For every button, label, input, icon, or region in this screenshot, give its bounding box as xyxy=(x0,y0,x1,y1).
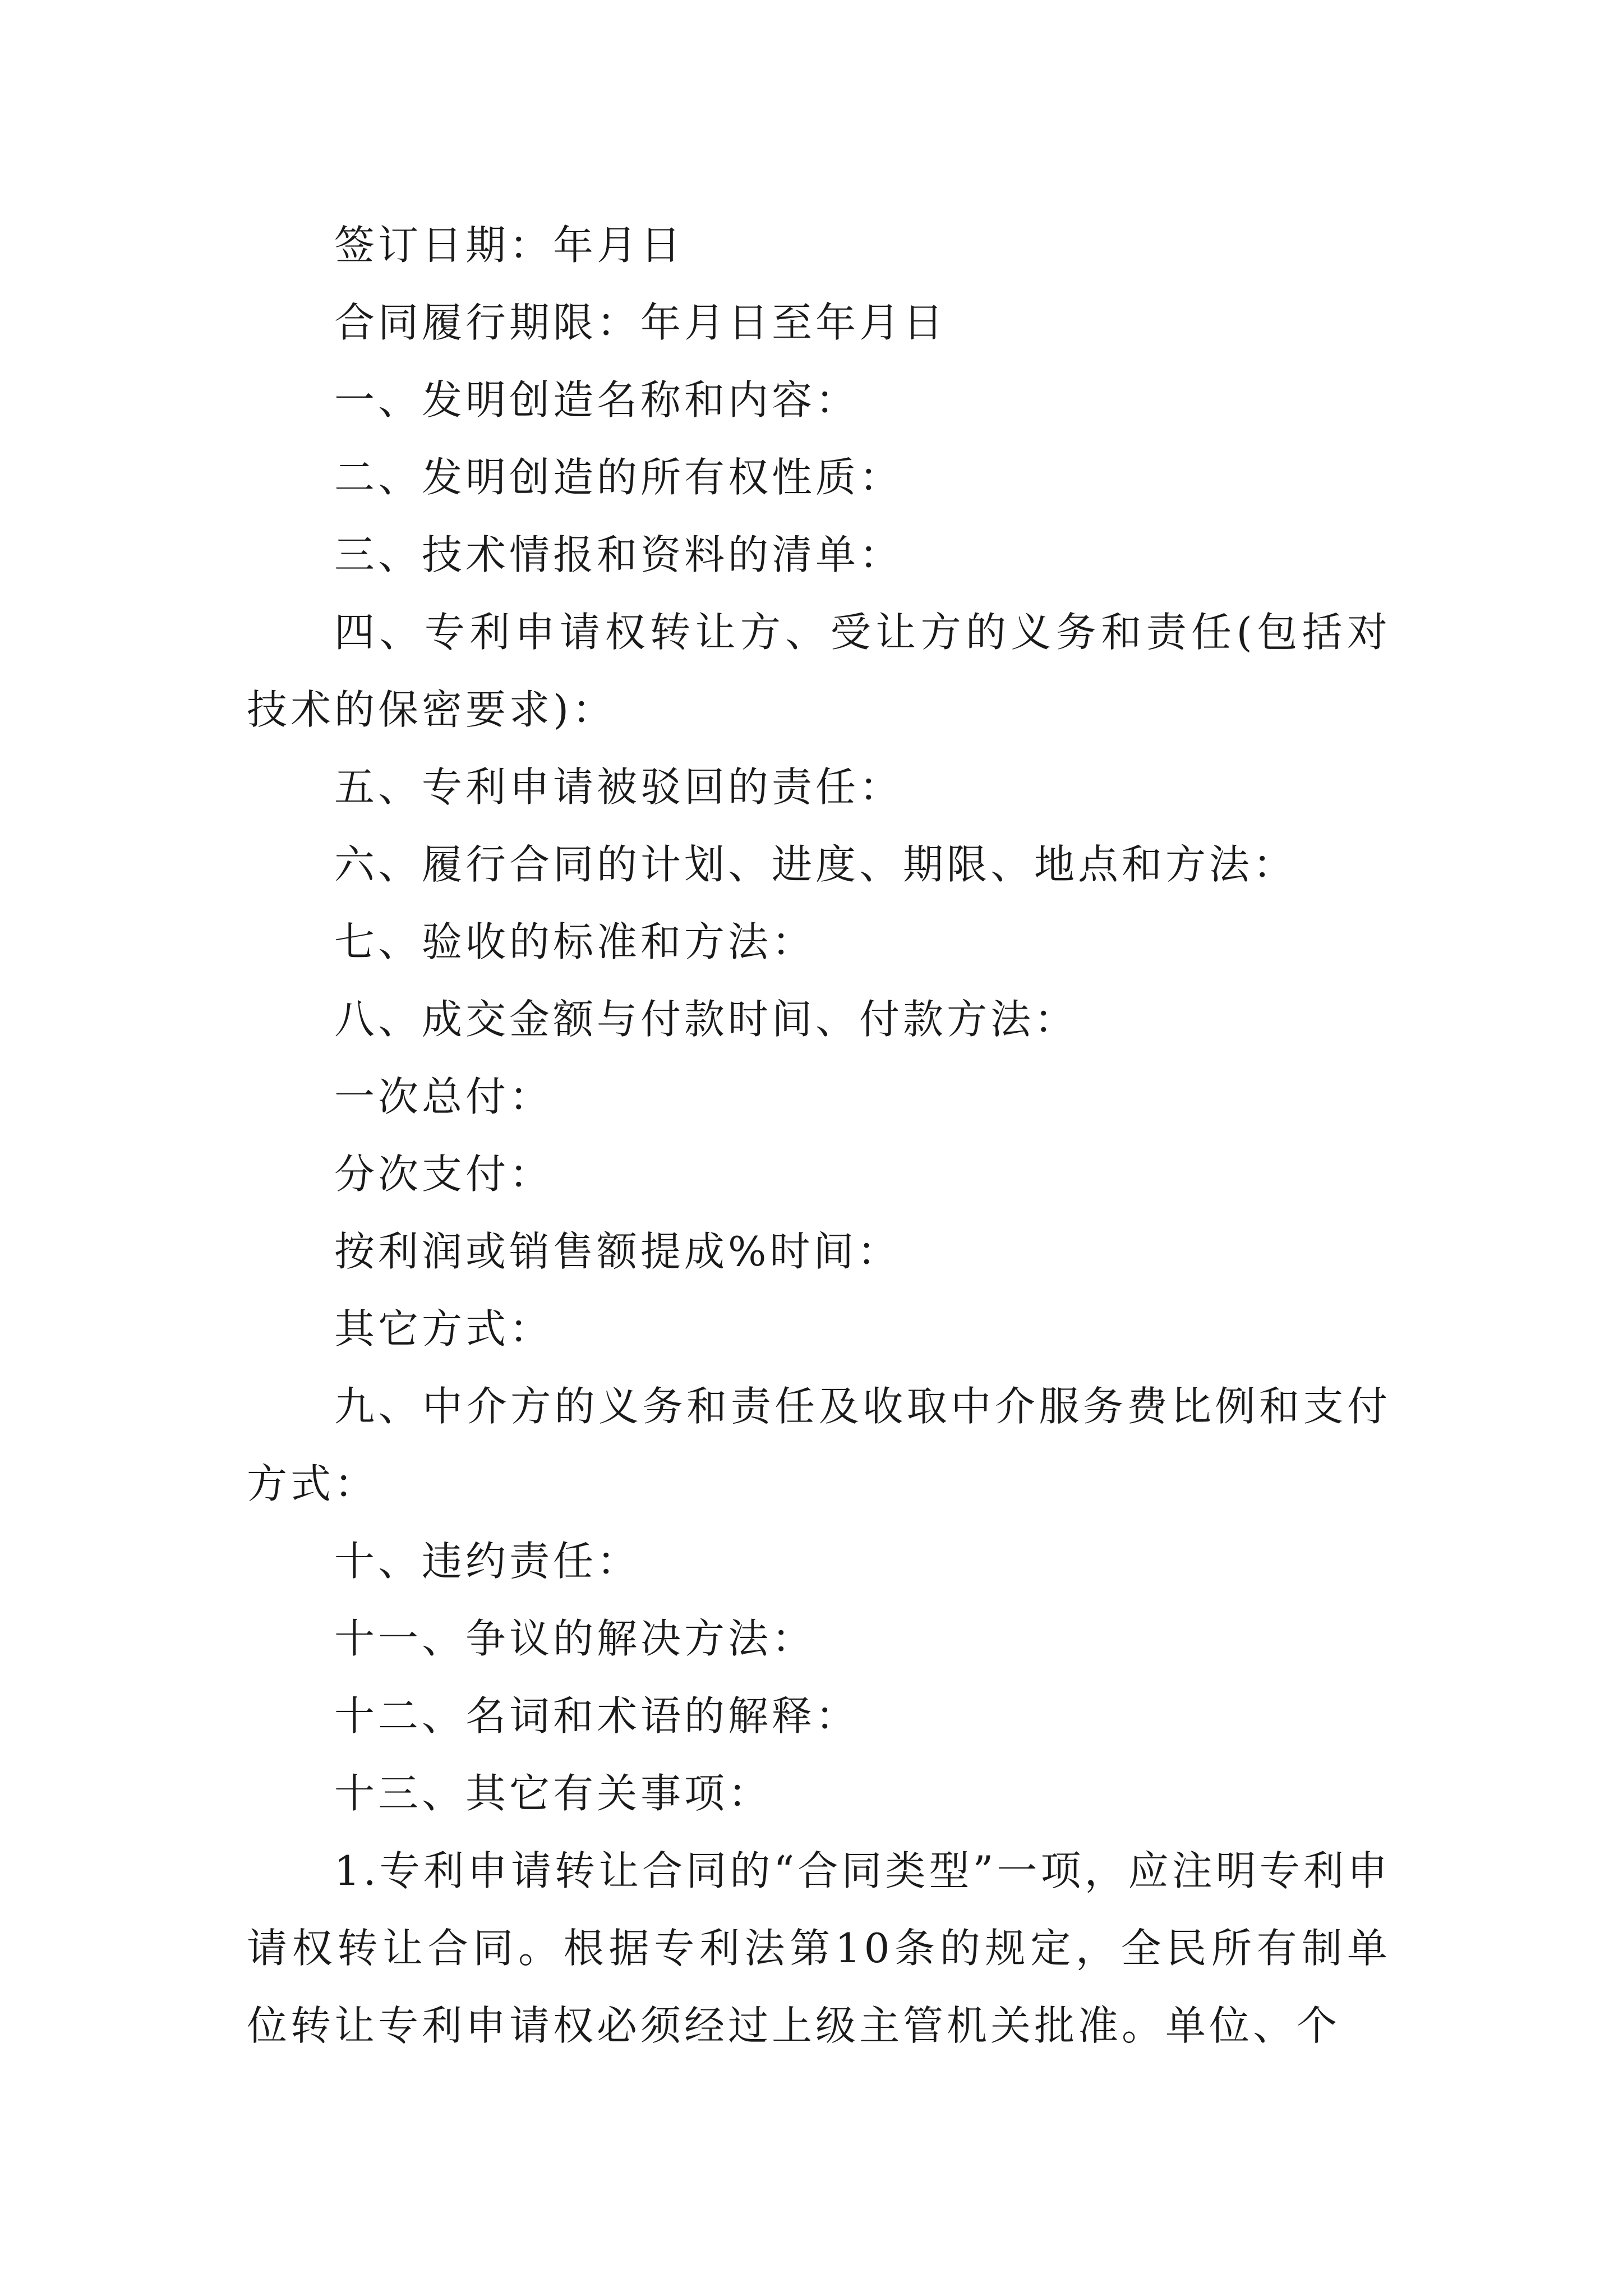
clause-5: 五、专利申请被驳回的责任： xyxy=(334,763,903,811)
contract-term-line: 合同履行期限：年月日至年月日 xyxy=(334,299,947,346)
clause-12: 十二、名词和术语的解释： xyxy=(334,1692,860,1740)
clause-13: 十三、其它有关事项： xyxy=(334,1770,772,1817)
signing-date-line: 签订日期：年月日 xyxy=(334,222,685,269)
clause-6: 六、履行合同的计划、进度、期限、地点和方法： xyxy=(334,841,1297,888)
payment-lump-sum: 一次总付： xyxy=(334,1073,554,1120)
document-body xyxy=(247,206,1391,2064)
clause-10: 十、违约责任： xyxy=(334,1538,641,1585)
clause-3: 三、技术情报和资料的清单： xyxy=(334,531,903,578)
clause-8: 八、成交金额与付款时间、付款方法： xyxy=(334,996,1078,1043)
clause-1: 一、发明创造名称和内容： xyxy=(334,376,860,424)
note-1: 1.专利申请转让合同的“合同类型”一项，应注明专利申请权转让合同。根据专利法第10条的规定，全民所有制单位转让专利申请权必须经过上级主管机关批准。单位、个 xyxy=(247,1847,1391,2049)
clause-4: 四、专利申请权转让方、受让方的义务和责任(包括对技术的保密要求)： xyxy=(247,609,1391,733)
payment-royalty: 按利润或销售额提成%时间： xyxy=(334,1228,901,1275)
payment-other: 其它方式： xyxy=(334,1305,554,1352)
clause-9: 九、中介方的义务和责任及收取中介服务费比例和支付方式： xyxy=(247,1383,1391,1507)
clause-2: 二、发明创造的所有权性质： xyxy=(334,454,903,501)
clause-7: 七、验收的标准和方法： xyxy=(334,918,816,965)
payment-installments: 分次支付： xyxy=(334,1151,554,1198)
clause-11: 十一、争议的解决方法： xyxy=(334,1615,816,1662)
